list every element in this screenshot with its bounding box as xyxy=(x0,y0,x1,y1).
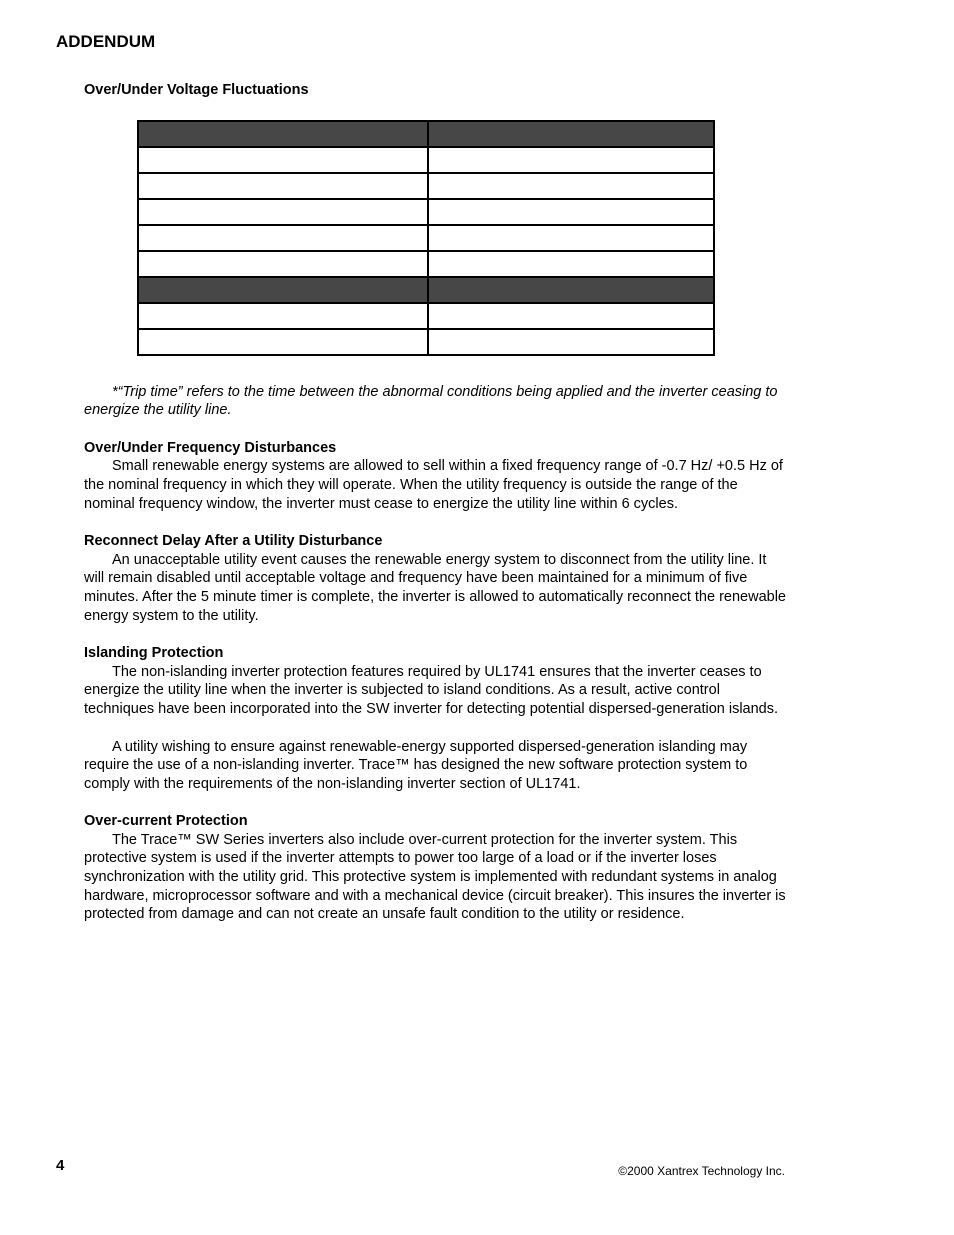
page-number: 4 xyxy=(56,1157,65,1174)
voltage-table-header-row xyxy=(138,121,714,147)
reconnect-body: An unacceptable utility event causes the renewable energy system to disconnect from the utility line. It will remain disabled until acceptable voltage and frequency have been maintained for a minimum of five minutes. After the 5 minute timer is complete, the inverter is allowed to automatically reconnect the renewable energy system to the utility. xyxy=(84,551,786,624)
trip-time-footnote: *“Trip time” refers to the time between the abnormal conditions being applied and the inverter ceasing to energize the utility line. xyxy=(84,383,778,419)
voltage-section-title: Over/Under Voltage Fluctuations xyxy=(84,82,309,98)
frequency-body: Small renewable energy systems are allowed to sell within a fixed frequency range of -0.7 Hz/ +0.5 Hz of the nominal frequency in which they will operate. When the utility frequency is outside the range of the nominal frequency window, the inverter must cease to energize the utility line within 6 cycles. xyxy=(84,458,783,512)
voltage-table-cell xyxy=(428,121,714,147)
voltage-table-cell xyxy=(138,199,428,225)
voltage-table-row xyxy=(138,173,714,199)
page-content xyxy=(84,81,789,924)
voltage-table-cell xyxy=(138,329,428,355)
overcurrent-body: The Trace™ SW Series inverters also include over-current protection for the inverter system. This protective system is used if the inverter attempts to power too large of a load or if the inverter loses synchronization with the utility grid. This protective system is implemented with redundant systems in analog hardware, microprocessor software and with a mechanical device (circuit breaker). This insures the inverter is protected from damage and can not create an unsafe fault condition to the utility or residence. xyxy=(84,831,786,923)
copyright-notice: ©2000 Xantrex Technology Inc. xyxy=(618,1164,785,1178)
islanding-body-2: A utility wishing to ensure against renewable-energy supported dispersed-generation islanding may require the use of a non-islanding inverter. Trace™ has designed the new software protection system to comply with the requirements of the non-islanding inverter section of UL1741. xyxy=(84,738,748,792)
islanding-body-1: The non-islanding inverter protection features required by UL1741 ensures that the inverter ceases to energize the utility line when the inverter is subjected to island conditions. As a result, active control techniques have been incorporated into the SW inverter for detecting potential dispersed-generation islands. xyxy=(84,663,779,717)
voltage-table-cell xyxy=(138,147,428,173)
voltage-table-cell xyxy=(138,251,428,277)
frequency-section-title: Over/Under Frequency Disturbances xyxy=(84,439,337,456)
voltage-table-row xyxy=(138,329,714,355)
voltage-table-row xyxy=(138,147,714,173)
voltage-table-row xyxy=(138,225,714,251)
voltage-table-cell xyxy=(138,121,428,147)
voltage-table-cell xyxy=(428,303,714,329)
voltage-table-cell xyxy=(428,173,714,199)
voltage-table-cell xyxy=(428,147,714,173)
voltage-table-cell xyxy=(138,303,428,329)
voltage-table-cell xyxy=(428,199,714,225)
voltage-table xyxy=(137,120,715,356)
voltage-table-cell xyxy=(138,277,428,303)
voltage-table-cell xyxy=(138,173,428,199)
voltage-table-cell xyxy=(138,225,428,251)
overcurrent-section-title: Over-current Protection xyxy=(84,813,248,830)
reconnect-section-title: Reconnect Delay After a Utility Disturbance xyxy=(84,533,383,550)
voltage-table-cell xyxy=(428,251,714,277)
voltage-table-cell xyxy=(428,225,714,251)
voltage-table-header-row xyxy=(138,277,714,303)
voltage-table-row xyxy=(138,199,714,225)
voltage-table-row xyxy=(138,303,714,329)
page-header-title: ADDENDUM xyxy=(56,32,156,51)
voltage-table-cell xyxy=(428,329,714,355)
voltage-table-cell xyxy=(428,277,714,303)
islanding-section-title: Islanding Protection xyxy=(84,645,224,662)
voltage-table-row xyxy=(138,251,714,277)
